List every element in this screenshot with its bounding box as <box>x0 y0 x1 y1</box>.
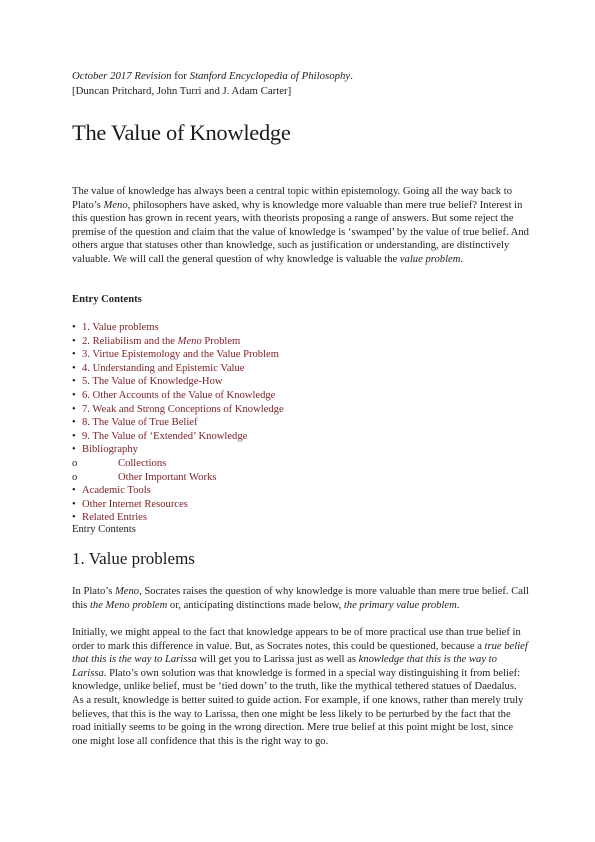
section-paragraph-1 <box>72 585 530 612</box>
toc-link-weak-strong[interactable]: 7. Weak and Strong Conceptions of Knowledge <box>82 403 284 415</box>
intro-paragraph <box>72 185 530 267</box>
toc-subitem[interactable] <box>72 471 284 485</box>
knowledge-italic: knowledge that this is the way to Larissa <box>72 654 497 679</box>
toc-link-virtue-epistemology[interactable]: 3. Virtue Epistemology and the Value Problem <box>82 349 279 361</box>
sub-bullet: o <box>72 471 78 483</box>
toc-link-other-important-works[interactable]: Other Important Works <box>118 471 217 483</box>
bullet: • <box>72 444 76 456</box>
toc-link-value-problems[interactable]: 1. Value problems <box>82 322 159 333</box>
bullet: • <box>72 362 76 374</box>
page-title: The Value of Knowledge <box>72 120 291 145</box>
toc-link-internet-resources[interactable]: Other Internet Resources <box>82 498 188 510</box>
bullet: • <box>72 376 76 388</box>
bullet: • <box>72 498 76 510</box>
toc-link-other-accounts[interactable]: 6. Other Accounts of the Value of Knowledge <box>82 389 276 401</box>
section-heading: 1. Value problems <box>72 549 195 568</box>
revision-source: Stanford Encyclopedia of Philosophy <box>189 70 351 82</box>
revision-note <box>72 69 353 99</box>
toc-item[interactable] <box>72 498 284 512</box>
text-run: or, anticipating distinctions made below, <box>167 599 344 611</box>
bullet: • <box>72 349 76 361</box>
bullet: • <box>72 430 76 442</box>
text-run: . Plato’s own solution was that knowledge is formed in a special way distinguishing it from belief: knowledge, unlike belief, must be ‘tied down’ to the truth, like the mythical tethered statues of Daedalus. As a result, knowledge is better suited to guide action. For example, if one knows, rather than merely truly believes, that this is the way to Larissa, then one might be less likely to be perturbed by the fact that the road initially seems to be going in the wrong direction. Mere true belief at this point might be lost, since one might lose all confidence that this is the right way to go. <box>72 667 524 747</box>
bullet: • <box>72 322 76 333</box>
toc-subitem[interactable] <box>72 457 284 471</box>
bullet: • <box>72 417 76 429</box>
revision-authors: [Duncan Pritchard, John Turri and J. Adam Carter] <box>72 85 292 97</box>
sub-bullet: o <box>72 457 78 469</box>
toc-item[interactable] <box>72 348 284 362</box>
toc-item[interactable] <box>72 403 284 417</box>
toc-link-bibliography[interactable]: Bibliography <box>82 444 138 456</box>
toc-item[interactable] <box>72 389 284 403</box>
toc-item[interactable] <box>72 375 284 389</box>
toc-item[interactable] <box>72 416 284 430</box>
true-belief-italic: true belief that this is the way to Larissa <box>72 640 528 666</box>
revision-date: October 2017 Revision <box>72 70 172 82</box>
section-paragraph-2 <box>72 626 530 748</box>
toc-link-understanding[interactable]: 4. Understanding and Epistemic Value <box>82 362 245 374</box>
toc-link-true-belief[interactable]: 8. The Value of True Belief <box>82 417 198 429</box>
toc-link-knowledge-how[interactable]: 5. The Value of Knowledge-How <box>82 376 223 388</box>
toc-item[interactable] <box>72 335 284 349</box>
toc-link-text: 2. Reliabilism and the <box>82 335 178 347</box>
bullet: • <box>72 485 76 497</box>
intro-meno: Meno <box>103 199 128 211</box>
table-of-contents <box>72 321 284 525</box>
revision-connector: for <box>171 70 190 82</box>
toc-item[interactable] <box>72 362 284 376</box>
intro-text-a: The value of knowledge has always been a central topic within epistemology. Going all the way back to Plato’s <box>72 186 512 211</box>
text-run: , Socrates raises the question of why knowledge is more valuable than mere true belief. Call this <box>72 586 529 611</box>
toc-link-collections[interactable]: Collections <box>118 457 167 469</box>
intro-text-c: . <box>460 253 464 265</box>
revision-period: . <box>350 70 353 82</box>
toc-item[interactable] <box>72 430 284 444</box>
primary-value-problem-italic: the primary value problem <box>343 599 457 611</box>
toc-link-reliabilism[interactable] <box>82 336 240 347</box>
intro-text-b: , philosophers have asked, why is knowledge more valuable than mere true belief? Interest in this question has grown in recent years, with theorists proposing a range of answers. But some reject the premise of the question and claim that the value of knowledge is ‘swamped’ by the value of true belief. And others argue that statuses other than knowledge, such as justification or understanding, are distinctively valuable. We will call the general question of why knowledge is valuable the <box>72 199 529 265</box>
intro-value-problem: value problem <box>399 253 461 265</box>
toc-link-academic-tools[interactable]: Academic Tools <box>82 485 151 497</box>
toc-item[interactable] <box>72 443 284 457</box>
toc-item[interactable] <box>72 321 284 335</box>
meno-problem-italic: the Meno problem <box>89 599 168 611</box>
toc-link-related-entries[interactable]: Related Entries <box>82 512 148 524</box>
bullet: • <box>72 512 76 524</box>
bullet: • <box>72 335 76 347</box>
toc-link-extended-knowledge[interactable]: 9. The Value of ‘Extended’ Knowledge <box>82 430 248 442</box>
text-run: In Plato’s <box>72 586 115 597</box>
toc-link-text: Problem <box>201 335 241 347</box>
bullet: • <box>72 403 76 415</box>
bullet: • <box>72 389 76 401</box>
entry-contents-footer: Entry Contents <box>72 524 136 535</box>
text-run: will get you to Larissa just as well as <box>196 654 359 666</box>
toc-item[interactable] <box>72 511 284 525</box>
toc-link-meno: Meno <box>177 335 202 347</box>
toc-item[interactable] <box>72 484 284 498</box>
text-run: Initially, we might appeal to the fact that knowledge appears to be of more practical use than true belief in order to mark this difference in value. But, as Socrates notes, this could be questioned, because a <box>72 627 521 652</box>
text-run: . <box>456 599 460 611</box>
entry-contents-heading: Entry Contents <box>72 294 142 305</box>
revision-line-1 <box>72 69 353 84</box>
meno-italic: Meno <box>114 586 140 597</box>
